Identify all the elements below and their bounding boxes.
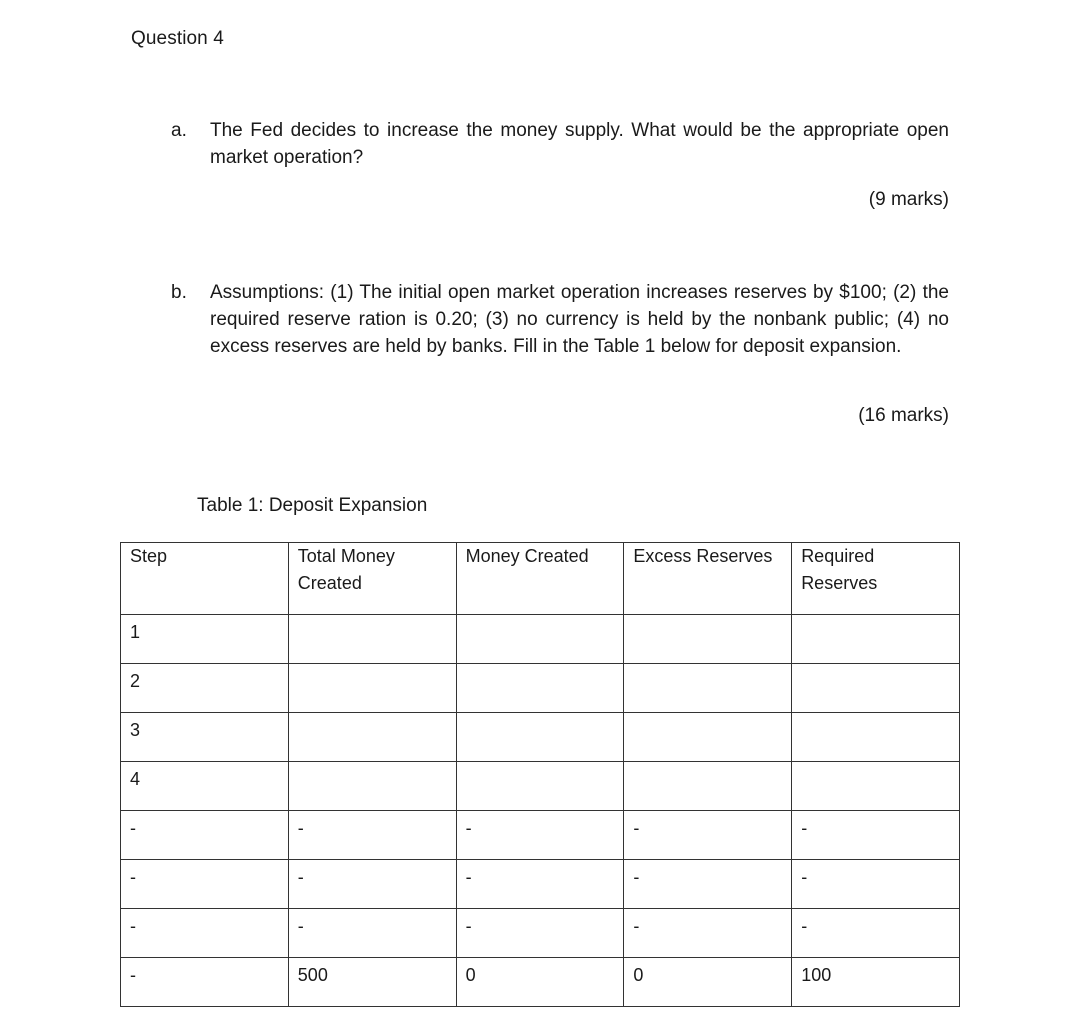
table-cell: 0 — [624, 958, 792, 1007]
table-row — [121, 909, 960, 958]
table-cell — [792, 713, 960, 762]
table-cell: 100 — [792, 958, 960, 1007]
table-cell — [456, 762, 624, 811]
table-cell — [624, 762, 792, 811]
table-row — [121, 811, 960, 860]
part-b — [171, 279, 949, 360]
table-cell — [624, 664, 792, 713]
table-cell — [288, 762, 456, 811]
table-cell: 4 — [121, 762, 289, 811]
table-cell: - — [792, 909, 960, 958]
header-required-reserves: Required Reserves — [792, 543, 960, 615]
table-cell: - — [456, 811, 624, 860]
part-a — [171, 117, 949, 171]
header-step: Step — [121, 543, 289, 615]
table-cell — [288, 664, 456, 713]
table-cell: - — [288, 860, 456, 909]
table-cell: - — [288, 811, 456, 860]
table-cell — [456, 664, 624, 713]
table-caption: Table 1: Deposit Expansion — [197, 495, 428, 516]
part-b-marks: (16 marks) — [858, 405, 949, 426]
table-cell — [456, 615, 624, 664]
table-cell: - — [456, 860, 624, 909]
table-row — [121, 762, 960, 811]
table-cell: - — [792, 860, 960, 909]
table-cell: - — [121, 909, 289, 958]
part-b-text: Assumptions: (1) The initial open market operation increases reserves by $100; (2) the required reserve ration is 0.20; (3) no currency is held by the nonbank public; (4) no excess reserves are held by banks. Fill in the Table 1 below for deposit expansion. — [210, 282, 949, 357]
part-a-text: The Fed decides to increase the money supply. What would be the appropriate open market operation? — [210, 120, 949, 168]
header-total-money-created: Total Money Created — [288, 543, 456, 615]
table-cell: - — [792, 811, 960, 860]
table-row — [121, 713, 960, 762]
part-a-letter: a. — [171, 120, 187, 141]
table-cell — [792, 664, 960, 713]
table-cell — [288, 713, 456, 762]
table-cell: 500 — [288, 958, 456, 1007]
table-row — [121, 664, 960, 713]
table-header-row — [121, 543, 960, 615]
table-row — [121, 615, 960, 664]
table-cell: - — [624, 860, 792, 909]
part-b-letter: b. — [171, 282, 187, 303]
part-a-marks: (9 marks) — [868, 189, 949, 210]
table-cell: - — [456, 909, 624, 958]
table-cell: 1 — [121, 615, 289, 664]
header-excess-reserves: Excess Reserves — [624, 543, 792, 615]
header-money-created: Money Created — [456, 543, 624, 615]
table-cell — [792, 762, 960, 811]
table-cell — [792, 615, 960, 664]
table-row — [121, 958, 960, 1007]
table-cell: - — [121, 811, 289, 860]
question-title: Question 4 — [131, 28, 224, 49]
deposit-expansion-table — [120, 542, 960, 1007]
table-cell — [456, 713, 624, 762]
table-cell: - — [624, 909, 792, 958]
table-cell — [288, 615, 456, 664]
table-cell: - — [121, 860, 289, 909]
table-row — [121, 860, 960, 909]
table-cell: - — [288, 909, 456, 958]
table-cell: 2 — [121, 664, 289, 713]
table-cell: - — [624, 811, 792, 860]
table-cell: 0 — [456, 958, 624, 1007]
table-cell — [624, 713, 792, 762]
table-cell — [624, 615, 792, 664]
table-cell: 3 — [121, 713, 289, 762]
table-cell: - — [121, 958, 289, 1007]
